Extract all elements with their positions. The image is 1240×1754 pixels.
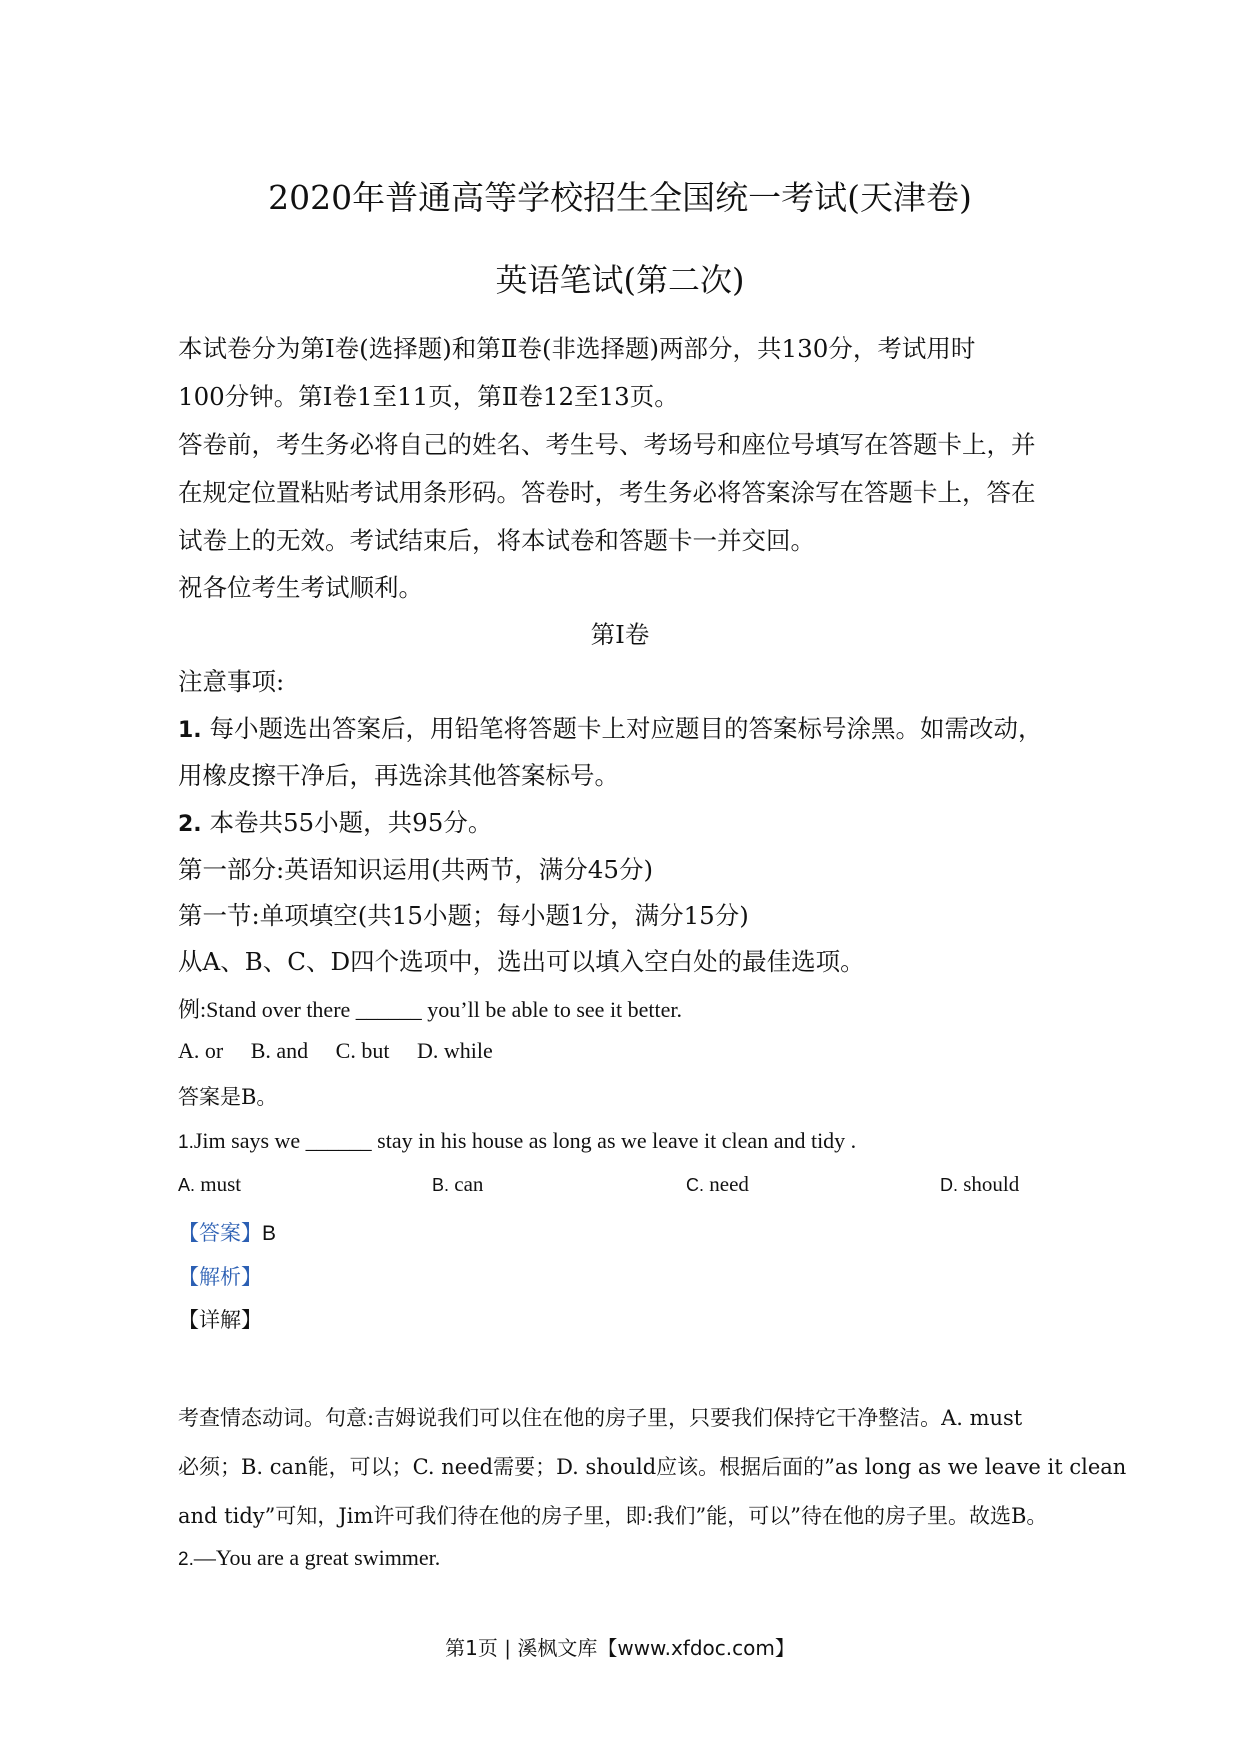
note-1 bbox=[178, 710, 1042, 745]
option-label: B. bbox=[432, 1175, 450, 1195]
part-1-heading: 第一部分:英语知识运用(共两节，满分45分) bbox=[178, 855, 654, 884]
question-1-text: Jim says we ______ stay in his house as long as we leave it clean and tidy . bbox=[193, 1128, 857, 1153]
question-1-option-d bbox=[940, 1172, 1019, 1197]
question-1-number: 1. bbox=[178, 1132, 194, 1153]
note-2-text: 本卷共55小题，共95分。 bbox=[209, 808, 493, 837]
option-label: D. bbox=[940, 1175, 958, 1195]
detail-line-1: 考查情态动词。句意:吉姆说我们可以住在他的房子里，只要我们保持它干净整洁。A. must bbox=[178, 1406, 1023, 1430]
option-text: should bbox=[963, 1172, 1020, 1196]
example-question: 例:Stand over there ______ you’ll be able to see it better. bbox=[178, 997, 683, 1022]
notes-label: 注意事项: bbox=[178, 667, 285, 696]
intro-line-1: 本试卷分为第Ⅰ卷(选择题)和第Ⅱ卷(非选择题)两部分，共130分，考试用时 bbox=[178, 334, 976, 363]
question-1-option-b bbox=[432, 1172, 483, 1197]
example-options: A. or B. and C. but D. while bbox=[178, 1038, 493, 1063]
question-2-stem bbox=[178, 1545, 440, 1571]
question-1-stem bbox=[178, 1128, 856, 1154]
option-text: can bbox=[454, 1172, 484, 1196]
part-1-section-1-heading: 第一节:单项填空(共15小题；每小题1分，满分15分) bbox=[178, 901, 749, 930]
option-text: need bbox=[709, 1172, 749, 1196]
note-1-continued: 用橡皮擦干净后，再选涂其他答案标号。 bbox=[178, 761, 619, 790]
note-1-number: 1. bbox=[178, 718, 202, 743]
example-answer: 答案是B。 bbox=[178, 1085, 278, 1109]
intro-line-5: 试卷上的无效。考试结束后，将本试卷和答题卡一并交回。 bbox=[178, 526, 815, 555]
note-1-text: 每小题选出答案后，用铅笔将答题卡上对应题目的答案标号涂黑。如需改动， bbox=[209, 714, 1043, 743]
document-subtitle: 英语笔试(第二次) bbox=[495, 261, 745, 299]
question-2-number: 2. bbox=[178, 1549, 194, 1570]
footer-prefix: 第 bbox=[445, 1636, 466, 1660]
detail-line-2: 必须；B. can能，可以；C. need需要；D. should应该。根据后面的”as long as we leave it clean bbox=[178, 1455, 1127, 1479]
intro-line-3: 答卷前，考生务必将自己的姓名、考生号、考场号和座位号填写在答题卡上，并 bbox=[178, 430, 1036, 459]
footer-site-link[interactable]: www.xfdoc.com bbox=[617, 1636, 775, 1660]
answer-value: B bbox=[262, 1222, 277, 1245]
section-heading: 第Ⅰ卷 bbox=[590, 620, 650, 649]
question-2-text: —You are a great swimmer. bbox=[193, 1545, 441, 1570]
detail-tag: 【详解】 bbox=[178, 1308, 262, 1332]
intro-line-6: 祝各位考生考试顺利。 bbox=[178, 573, 423, 602]
option-label: C. bbox=[686, 1175, 704, 1195]
option-label: A. bbox=[178, 1175, 196, 1195]
answer-tag: 【答案】 bbox=[178, 1221, 262, 1245]
document-title: 2020年普通高等学校招生全国统一考试(天津卷) bbox=[268, 178, 972, 217]
intro-line-2: 100分钟。第Ⅰ卷1至11页，第Ⅱ卷12至13页。 bbox=[178, 382, 679, 411]
footer-end: 】 bbox=[774, 1636, 795, 1660]
intro-line-4: 在规定位置粘贴考试用条形码。答卷时，考生务必将答案涂写在答题卡上，答在 bbox=[178, 478, 1036, 507]
footer-page-number: 1 bbox=[465, 1636, 478, 1660]
instruction: 从A、B、C、D四个选项中，选出可以填入空白处的最佳选项。 bbox=[178, 947, 865, 976]
note-2-number: 2. bbox=[178, 812, 202, 837]
question-1-option-a bbox=[178, 1172, 241, 1197]
question-1-option-c bbox=[686, 1172, 749, 1197]
analysis-tag: 【解析】 bbox=[178, 1265, 262, 1289]
option-text: must bbox=[200, 1172, 242, 1196]
footer-suffix: 页 | 溪枫文库【 bbox=[477, 1636, 618, 1660]
detail-line-3: and tidy”可知，Jim许可我们待在他的房子里，即:我们”能，可以”待在他的房子里。故选B。 bbox=[178, 1504, 1048, 1528]
answer-row bbox=[178, 1217, 276, 1247]
page-footer bbox=[0, 1632, 1240, 1661]
note-2 bbox=[178, 804, 492, 839]
